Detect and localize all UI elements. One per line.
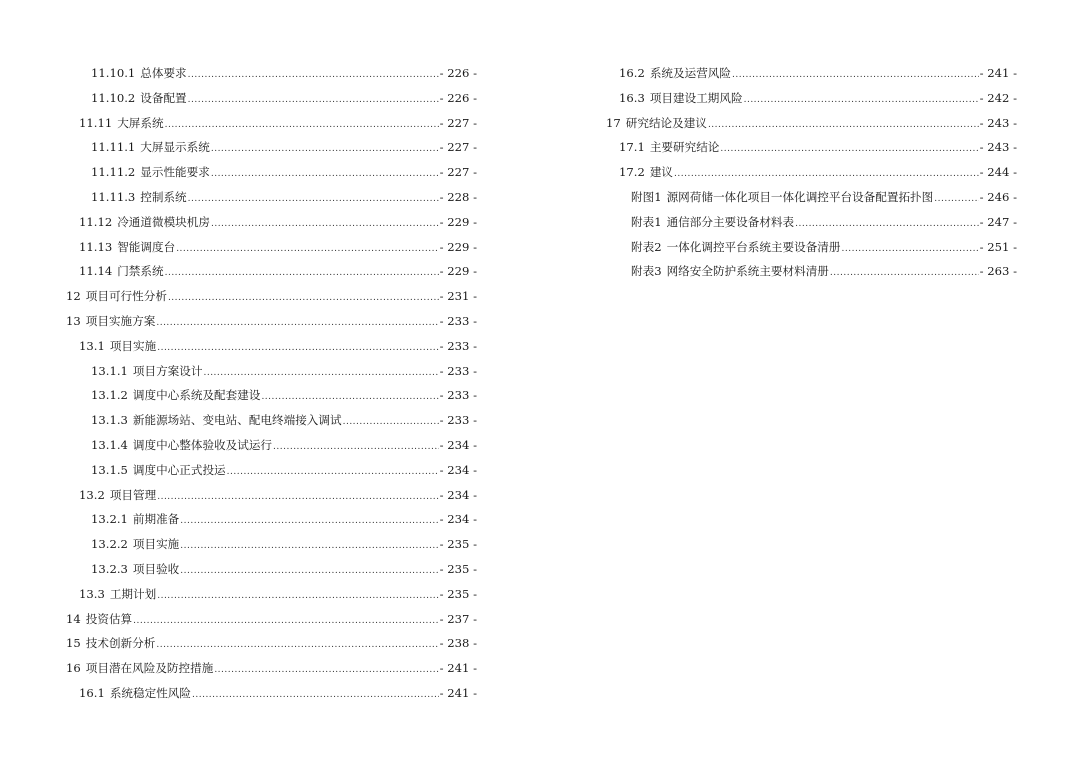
toc-entry-title: 建议 xyxy=(649,165,674,180)
toc-entry-page: - 228 - xyxy=(439,189,477,204)
toc-entry[interactable] xyxy=(606,259,1017,284)
dot-leader xyxy=(180,509,438,534)
toc-entry-page: - 237 - xyxy=(439,611,477,626)
toc-entry-number: 12 xyxy=(66,289,81,304)
toc-entry-page: - 243 - xyxy=(979,140,1017,155)
dot-leader xyxy=(168,286,439,311)
dot-leader xyxy=(188,88,439,113)
toc-entry-title: 控制系统 xyxy=(140,189,187,204)
toc-entry-title: 源网荷储一体化项目一体化调控平台设备配置拓扑图 xyxy=(666,189,934,204)
toc-entry-number: 14 xyxy=(66,611,81,626)
toc-entry-page: - 233 - xyxy=(439,313,477,328)
toc-entry-page: - 229 - xyxy=(439,264,477,279)
dot-leader xyxy=(674,162,979,187)
toc-entry-number: 11.12 xyxy=(79,214,113,229)
dot-leader xyxy=(133,609,439,634)
toc-entry-page: - 233 - xyxy=(439,363,477,378)
dot-leader xyxy=(842,237,979,262)
toc-entry-title: 一体化调控平台系统主要设备清册 xyxy=(666,239,841,254)
toc-entry-page: - 244 - xyxy=(979,165,1017,180)
toc-entry-page: - 242 - xyxy=(979,90,1017,105)
toc-entry[interactable] xyxy=(66,309,477,334)
dot-leader xyxy=(273,435,439,460)
toc-right-column xyxy=(606,61,1017,284)
toc-entry[interactable] xyxy=(66,507,477,532)
dot-leader xyxy=(157,336,438,361)
toc-entry-number: 11.11.3 xyxy=(91,189,136,204)
dot-leader xyxy=(934,187,978,212)
toc-entry[interactable] xyxy=(66,135,477,160)
toc-entry-title: 调度中心正式投运 xyxy=(132,462,226,477)
toc-entry-number: 11.11.2 xyxy=(91,165,136,180)
dot-leader xyxy=(214,658,438,683)
toc-entry-number: 附表1 xyxy=(631,214,662,229)
toc-entry-title: 项目实施方案 xyxy=(85,313,156,328)
toc-entry-page: - 243 - xyxy=(979,115,1017,130)
toc-entry-page: - 241 - xyxy=(439,661,477,676)
toc-entry[interactable] xyxy=(66,259,477,284)
toc-entry-title: 显示性能要求 xyxy=(140,165,210,180)
toc-left-column xyxy=(66,61,477,706)
toc-entry-page: - 263 - xyxy=(979,264,1017,279)
toc-entry-page: - 234 - xyxy=(439,487,477,502)
toc-entry-number: 附图1 xyxy=(631,189,662,204)
toc-entry[interactable] xyxy=(66,408,477,433)
dot-leader xyxy=(188,187,439,212)
toc-entry-page: - 241 - xyxy=(439,685,477,700)
toc-entry[interactable] xyxy=(606,160,1017,185)
toc-entry[interactable] xyxy=(66,235,477,260)
dot-leader xyxy=(203,361,438,386)
toc-entry-number: 13.1.2 xyxy=(91,388,128,403)
toc-entry-title: 项目管理 xyxy=(109,487,157,502)
toc-entry-page: - 234 - xyxy=(439,437,477,452)
toc-entry-title: 调度中心整体验收及试运行 xyxy=(132,437,273,452)
toc-entry-page: - 234 - xyxy=(439,512,477,527)
toc-entry-number: 11.11.1 xyxy=(91,140,136,155)
dot-leader xyxy=(156,311,438,336)
toc-entry-number: 13.2.1 xyxy=(91,512,128,527)
toc-entry[interactable] xyxy=(66,86,477,111)
toc-entry-number: 17.1 xyxy=(619,140,645,155)
toc-entry[interactable] xyxy=(66,185,477,210)
toc-entry-number: 13.1 xyxy=(79,338,105,353)
dot-leader xyxy=(708,113,979,138)
toc-entry-title: 研究结论及建议 xyxy=(625,115,707,130)
toc-entry-title: 前期准备 xyxy=(132,512,180,527)
toc-entry-title: 系统稳定性风险 xyxy=(109,685,191,700)
toc-entry-page: - 229 - xyxy=(439,214,477,229)
dot-leader xyxy=(165,113,439,138)
toc-entry-number: 17.2 xyxy=(619,165,645,180)
toc-entry-number: 附表2 xyxy=(631,239,662,254)
toc-entry[interactable] xyxy=(606,235,1017,260)
dot-leader xyxy=(176,237,438,262)
toc-entry-page: - 233 - xyxy=(439,338,477,353)
toc-entry-title: 项目可行性分析 xyxy=(85,289,167,304)
toc-entry[interactable] xyxy=(66,483,477,508)
toc-entry-number: 11.14 xyxy=(79,264,113,279)
toc-entry-title: 网络安全防护系统主要材料清册 xyxy=(666,264,829,279)
toc-entry-number: 13.2.3 xyxy=(91,561,128,576)
toc-entry-number: 13.2.2 xyxy=(91,537,128,552)
toc-entry[interactable] xyxy=(66,582,477,607)
dot-leader xyxy=(180,534,438,559)
toc-entry-title: 项目建设工期风险 xyxy=(649,90,743,105)
dot-leader xyxy=(795,212,979,237)
toc-entry[interactable] xyxy=(66,532,477,557)
toc-entry-number: 13.1.1 xyxy=(91,363,128,378)
dot-leader xyxy=(227,460,439,485)
dot-leader xyxy=(157,584,438,609)
toc-entry-number: 13 xyxy=(66,313,81,328)
dot-leader xyxy=(343,410,439,435)
toc-entry[interactable] xyxy=(606,61,1017,86)
toc-entry-title: 工期计划 xyxy=(109,586,157,601)
toc-entry-title: 智能调度台 xyxy=(117,239,176,254)
dot-leader xyxy=(165,261,439,286)
toc-entry-title: 通信部分主要设备材料表 xyxy=(666,214,795,229)
toc-entry-page: - 226 - xyxy=(439,90,477,105)
toc-entry-page: - 234 - xyxy=(439,462,477,477)
toc-entry[interactable] xyxy=(606,111,1017,136)
dot-leader xyxy=(261,385,438,410)
toc-entry-number: 13.2 xyxy=(79,487,105,502)
toc-entry-title: 项目方案设计 xyxy=(132,363,203,378)
toc-entry[interactable] xyxy=(66,681,477,706)
toc-entry-title: 门禁系统 xyxy=(117,264,164,279)
toc-entry[interactable] xyxy=(66,458,477,483)
toc-entry-number: 11.11 xyxy=(79,115,113,130)
toc-entry-title: 大屏显示系统 xyxy=(140,140,210,155)
toc-entry-number: 16.1 xyxy=(79,685,105,700)
toc-entry-title: 调度中心系统及配套建设 xyxy=(132,388,261,403)
toc-entry-number: 16 xyxy=(66,661,81,676)
dot-leader xyxy=(192,683,439,708)
dot-leader xyxy=(180,559,438,584)
toc-entry-title: 项目实施 xyxy=(132,537,180,552)
toc-entry-number: 17 xyxy=(606,115,621,130)
dot-leader xyxy=(744,88,979,113)
toc-entry[interactable] xyxy=(66,334,477,359)
toc-entry-title: 项目潜在风险及防控措施 xyxy=(85,661,214,676)
toc-entry-page: - 247 - xyxy=(979,214,1017,229)
toc-entry-title: 新能源场站、变电站、配电终端接入调试 xyxy=(132,413,342,428)
toc-entry[interactable] xyxy=(66,284,477,309)
toc-entry-page: - 226 - xyxy=(439,66,477,80)
toc-entry-title: 技术创新分析 xyxy=(85,636,156,651)
toc-entry-title: 冷通道微模块机房 xyxy=(117,214,210,229)
toc-entry[interactable] xyxy=(66,607,477,632)
toc-entry-title: 项目实施 xyxy=(109,338,157,353)
toc-entry[interactable] xyxy=(66,210,477,235)
dot-leader xyxy=(211,137,439,162)
toc-entry[interactable] xyxy=(606,86,1017,111)
toc-entry-page: - 227 - xyxy=(439,165,477,180)
toc-entry-title: 设备配置 xyxy=(140,90,187,105)
toc-entry[interactable] xyxy=(66,160,477,185)
toc-entry-page: - 231 - xyxy=(439,289,477,304)
toc-entry[interactable] xyxy=(66,656,477,681)
toc-entry-page: - 233 - xyxy=(439,413,477,428)
toc-entry-page: - 227 - xyxy=(439,140,477,155)
toc-entry[interactable] xyxy=(66,61,477,86)
toc-entry-page: - 235 - xyxy=(439,586,477,601)
toc-entry-page: - 233 - xyxy=(439,388,477,403)
toc-entry[interactable] xyxy=(66,359,477,384)
toc-entry-page: - 241 - xyxy=(979,66,1017,80)
toc-entry-title: 大屏系统 xyxy=(117,115,164,130)
toc-entry-page: - 235 - xyxy=(439,537,477,552)
dot-leader xyxy=(211,212,439,237)
toc-entry-number: 15 xyxy=(66,636,81,651)
toc-entry[interactable] xyxy=(606,135,1017,160)
toc-entry-number: 13.3 xyxy=(79,586,105,601)
toc-entry-number: 13.1.4 xyxy=(91,437,128,452)
dot-leader xyxy=(830,261,979,286)
dot-leader xyxy=(188,63,439,88)
toc-entry-number: 附表3 xyxy=(631,264,662,279)
toc-entry[interactable] xyxy=(66,111,477,136)
toc-entry-title: 项目验收 xyxy=(132,561,180,576)
toc-entry-page: - 229 - xyxy=(439,239,477,254)
toc-entry-page: - 246 - xyxy=(979,189,1017,204)
toc-entry-page: - 251 - xyxy=(979,239,1017,254)
dot-leader xyxy=(157,485,438,510)
toc-entry-number: 11.10.2 xyxy=(91,90,136,105)
toc-entry[interactable] xyxy=(66,557,477,582)
toc-entry-number: 13.1.3 xyxy=(91,413,128,428)
dot-leader xyxy=(156,633,438,658)
dot-leader xyxy=(732,63,979,88)
toc-entry-title: 总体要求 xyxy=(140,66,187,80)
toc-entry-number: 16.3 xyxy=(619,90,645,105)
toc-entry-title: 投资估算 xyxy=(85,611,133,626)
toc-entry-page: - 227 - xyxy=(439,115,477,130)
toc-entry-title: 主要研究结论 xyxy=(649,140,720,155)
toc-entry[interactable] xyxy=(66,433,477,458)
toc-entry-number: 16.2 xyxy=(619,66,645,80)
dot-leader xyxy=(720,137,978,162)
toc-entry-page: - 235 - xyxy=(439,561,477,576)
toc-entry-page: - 238 - xyxy=(439,636,477,651)
toc-entry[interactable] xyxy=(606,185,1017,210)
dot-leader xyxy=(211,162,439,187)
toc-entry[interactable] xyxy=(66,631,477,656)
toc-entry-number: 11.13 xyxy=(79,239,113,254)
toc-entry-number: 13.1.5 xyxy=(91,462,128,477)
toc-entry[interactable] xyxy=(66,383,477,408)
toc-entry[interactable] xyxy=(606,210,1017,235)
toc-entry-number: 11.10.1 xyxy=(91,66,136,80)
toc-entry-title: 系统及运营风险 xyxy=(649,66,731,80)
